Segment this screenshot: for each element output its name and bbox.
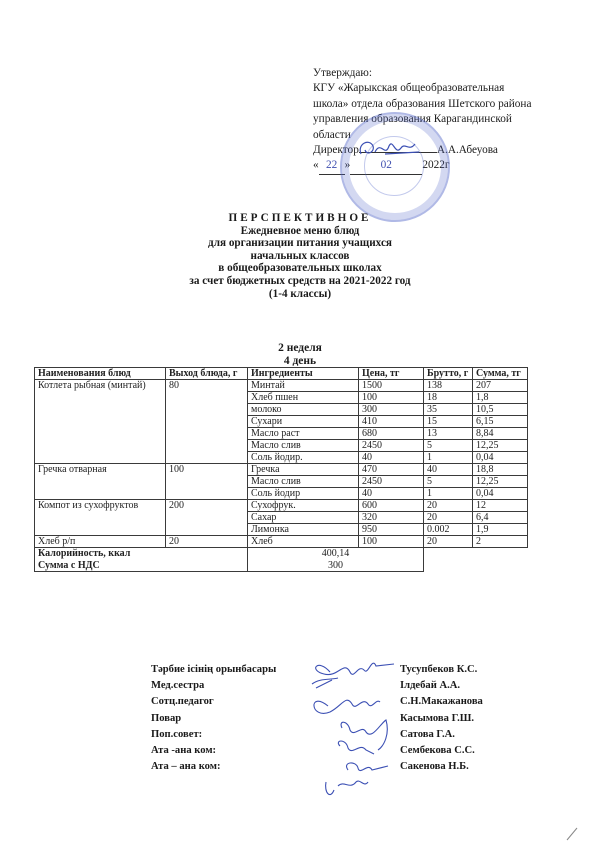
ingredient-gross: 15: [424, 416, 473, 428]
header-price: Цена, тг: [359, 368, 424, 380]
table-row: [35, 500, 528, 512]
ingredient-gross: 20: [424, 536, 473, 548]
calories-label: Калорийность, ккал: [38, 548, 131, 559]
ingredient-name: Сахар: [248, 512, 359, 524]
ingredient-name: Сухари: [248, 416, 359, 428]
ingredient-sum: 12,25: [473, 476, 528, 488]
ingredient-gross: 0.002: [424, 524, 473, 536]
header-gross: Брутто, г: [424, 368, 473, 380]
ingredient-name: Лимонка: [248, 524, 359, 536]
header-sum: Сумма, тг: [473, 368, 528, 380]
ingredient-price: 600: [359, 500, 424, 512]
ingredient-price: 40: [359, 488, 424, 500]
approval-block: [313, 66, 563, 175]
ingredient-sum: 0,04: [473, 452, 528, 464]
document-title: [100, 212, 500, 300]
title-line: начальных классов: [250, 249, 350, 262]
title-main: ПЕРСПЕКТИВНОЕ: [228, 212, 372, 224]
approval-date: [313, 158, 563, 174]
table-header-row: [35, 368, 528, 380]
signatory-role: Ата -ана ком:: [151, 745, 217, 757]
ingredient-gross: 20: [424, 512, 473, 524]
signatory-name: Сембекова С.С.: [400, 745, 475, 757]
ingredient-gross: 40: [424, 464, 473, 476]
ingredient-name: Масло слив: [248, 476, 359, 488]
ingredient-price: 680: [359, 428, 424, 440]
dish-name: Котлета рыбная (минтай): [35, 380, 166, 464]
ingredient-sum: 12,25: [473, 440, 528, 452]
total-label: Сумма с НДС: [38, 559, 100, 571]
signatory-role: Повар: [151, 712, 182, 724]
signatory-role: Мед.сестра: [151, 680, 205, 692]
ingredient-sum: 2: [473, 536, 528, 548]
dish-name: Хлеб р/п: [35, 536, 166, 548]
ingredient-name: Масло раст: [248, 428, 359, 440]
ingredient-name: Хлеб пшен: [248, 392, 359, 404]
schedule-label: [240, 342, 360, 367]
ingredient-price: 2450: [359, 440, 424, 452]
ingredient-gross: 18: [424, 392, 473, 404]
table-row: [35, 380, 528, 392]
ingredient-name: молоко: [248, 404, 359, 416]
signatory-role: Тәрбие ісінің орынбасары: [151, 664, 277, 675]
summary-values: [248, 548, 424, 572]
ingredient-name: Соль йодир.: [248, 452, 359, 464]
summary-row: [35, 548, 528, 572]
ingredient-price: 2450: [359, 476, 424, 488]
ingredient-name: Минтай: [248, 380, 359, 392]
day-label: 4 день: [283, 354, 317, 367]
ingredient-gross: 5: [424, 440, 473, 452]
date-quote-close: »: [344, 159, 351, 172]
ingredient-price: 470: [359, 464, 424, 476]
ingredient-sum: 18,8: [473, 464, 528, 476]
date-year: 2022г: [422, 159, 450, 172]
header-dish-name: Наименования блюд: [35, 368, 166, 380]
ingredient-price: 100: [359, 536, 424, 548]
ingredient-gross: 1: [424, 452, 473, 464]
ingredient-gross: 20: [424, 500, 473, 512]
ingredient-sum: 10,5: [473, 404, 528, 416]
ingredient-sum: 12: [473, 500, 528, 512]
calories-value: 400,14: [321, 548, 350, 559]
dish-name: Гречка отварная: [35, 464, 166, 500]
signatory-role: Поп.совет:: [151, 728, 203, 740]
signatory-name: Тусупбеков К.С.: [400, 664, 478, 675]
approval-org-line: области: [313, 128, 351, 141]
ingredient-price: 1500: [359, 380, 424, 392]
week-label: 2 неделя: [278, 342, 322, 354]
ingredient-name: Сухофрук.: [248, 500, 359, 512]
signatory-name: С.Н.Макажанова: [400, 696, 483, 708]
ingredient-price: 410: [359, 416, 424, 428]
table-row: [35, 464, 528, 476]
signatory-name: Сакенова Н.Б.: [400, 761, 469, 773]
ingredient-sum: 0,04: [473, 488, 528, 500]
ingredient-sum: 1,9: [473, 524, 528, 536]
ingredient-price: 100: [359, 392, 424, 404]
ingredient-gross: 5: [424, 476, 473, 488]
date-day: 22: [319, 158, 345, 174]
signatory-name: Касымова Г.Ш.: [400, 712, 475, 724]
title-line: (1-4 классы): [268, 287, 332, 300]
dish-yield: 200: [166, 500, 248, 536]
title-line: Ежедневное меню блюд: [240, 224, 360, 237]
approval-org-line: школа» отдела образования Шетского района: [313, 97, 532, 110]
signatory-names: [400, 662, 483, 775]
summary-labels: [35, 548, 248, 572]
director-name: А.А.Абеуова: [436, 144, 498, 157]
ingredient-sum: 207: [473, 380, 528, 392]
ingredient-price: 300: [359, 404, 424, 416]
ingredient-price: 40: [359, 452, 424, 464]
ingredient-gross: 13: [424, 428, 473, 440]
ingredient-sum: 8,84: [473, 428, 528, 440]
header-ingredients: Ингредиенты: [248, 368, 359, 380]
ingredient-price: 950: [359, 524, 424, 536]
director-line: [313, 143, 563, 158]
menu-table: [34, 367, 528, 572]
ingredient-name: Гречка: [248, 464, 359, 476]
total-value: 300: [328, 559, 343, 571]
signatory-role: Сотц.педагог: [151, 696, 214, 708]
ingredient-gross: 138: [424, 380, 473, 392]
ingredient-name: Соль йодир: [248, 488, 359, 500]
approval-org-line: управления образования Карагандинской: [313, 113, 512, 126]
pen-mark: [565, 826, 579, 842]
date-month: 02: [350, 158, 422, 174]
title-line: в общеобразовательных школах: [218, 262, 382, 275]
table-row: [35, 536, 528, 548]
ingredient-price: 320: [359, 512, 424, 524]
handwritten-signatures: [268, 650, 408, 800]
ingredient-name: Масло слив: [248, 440, 359, 452]
signatory-name: Сатова Г.А.: [400, 728, 455, 740]
signatory-name: Ілдебай А.А.: [400, 680, 461, 692]
dish-yield: 20: [166, 536, 248, 548]
ingredient-sum: 6,4: [473, 512, 528, 524]
signatory-role: Ата – ана ком:: [151, 761, 221, 773]
ingredient-gross: 35: [424, 404, 473, 416]
ingredient-gross: 1: [424, 488, 473, 500]
signature-line: [359, 152, 437, 153]
approval-heading: Утверждаю:: [313, 67, 373, 79]
dish-name: Компот из сухофруктов: [35, 500, 166, 536]
director-label: Директор: [313, 144, 359, 157]
dish-yield: 100: [166, 464, 248, 500]
date-quote-open: «: [313, 159, 319, 172]
ingredient-sum: 6,15: [473, 416, 528, 428]
dish-yield: 80: [166, 380, 248, 464]
ingredient-name: Хлеб: [248, 536, 359, 548]
header-yield: Выход блюда, г: [166, 368, 248, 380]
title-line: для организации питания учащихся: [208, 237, 392, 250]
summary-blank: [424, 548, 528, 572]
ingredient-sum: 1,8: [473, 392, 528, 404]
title-line: за счет бюджетных средств на 2021-2022 год: [189, 274, 411, 287]
signatory-roles: [151, 662, 276, 775]
approval-org-line: КГУ «Жарыкская общеобразовательная: [313, 82, 505, 95]
